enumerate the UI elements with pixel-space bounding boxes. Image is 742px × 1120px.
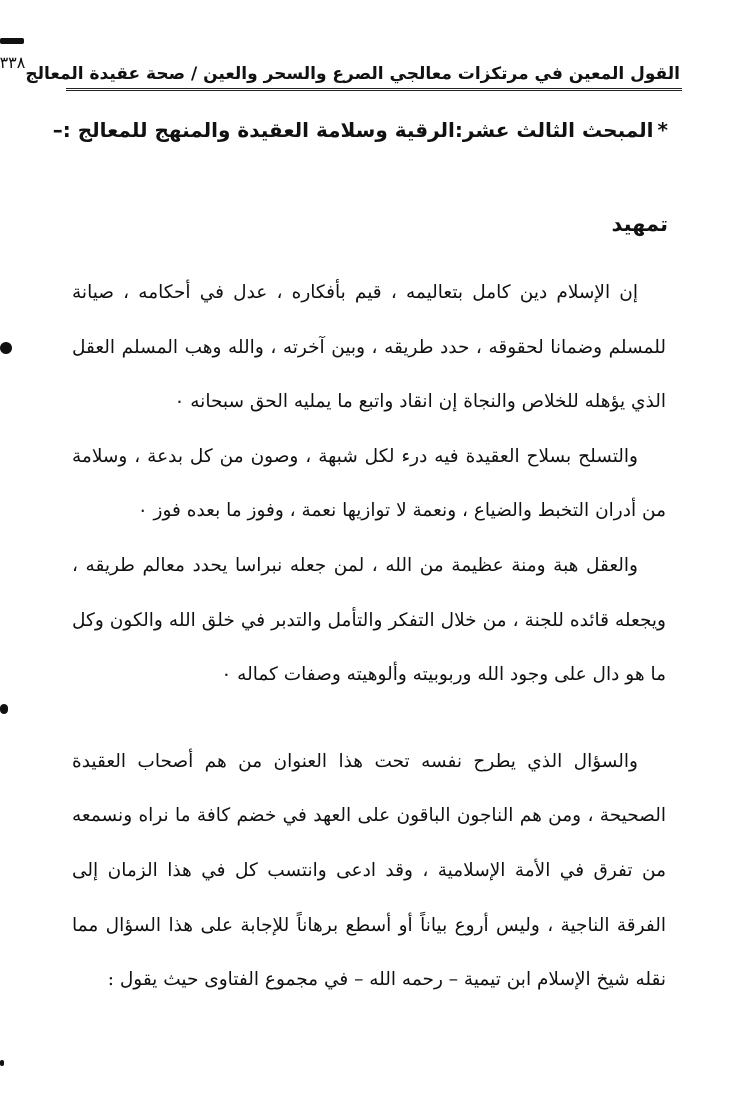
paragraph: إن الإسلام دين كامل بتعاليمه ، قيم بأفكاره ، عدل في أحكامه ، صيانة للمسلم وضمانا لحقوقه ، حدد طريقه ، وبين آخرته ، والله وهب المسلم العقل الذي يؤهله للخلاص والنجاة إن انقاد واتبع ما يمليه الحق سبحانه ٠ — [72, 282, 666, 413]
scan-edge-mark — [0, 38, 24, 44]
section-heading — [52, 118, 668, 142]
body-text — [72, 266, 666, 1008]
bullet-star: * — [657, 118, 668, 142]
paragraph: والسؤال الذي يطرح نفسه تحت هذا العنوان من هم أصحاب العقيدة الصحيحة ، ومن هم الناجون الباقون على العهد في خضم كافة ما نراه ونسمعه من تفرق في الأمة الإسلامية ، وقد ادعى وانتسب كل في هذا الزمان إلى الفرقة الناجية ، وليس أروع بياناً أو أسطع برهاناً للإجابة على هذا السؤال مما نقله شيخ الإسلام ابن تيمية – رحمه الله – في مجموع الفتاوى حيث يقول : — [72, 750, 666, 991]
running-header — [0, 44, 680, 86]
paragraph: والتسلح بسلاح العقيدة فيه درء لكل شبهة ، وصون من كل بدعة ، وسلامة من أدران التخبط والضياع ، ونعمة لا توازيها نعمة ، وفوز ما بعده فوز ٠ — [72, 445, 666, 522]
scan-edge-mark — [0, 1060, 4, 1066]
paragraph: والعقل هبة ومنة عظيمة من الله ، لمن جعله نبراسا يحدد معالم طريقه ، ويجعله قائده للجنة ، من خلال التفكر والتأمل والتدبر في خلق الله والكون وكل ما هو دال على وجود الله وربوبيته وألوهيته وصفات كماله ٠ — [72, 554, 666, 686]
section-heading-text: المبحث الثالث عشر:الرقية وسلامة العقيدة والمنهج للمعالج :– — [52, 118, 654, 142]
header-divider — [66, 88, 682, 91]
page-number: ٣٣٨ — [0, 53, 26, 72]
scan-edge-mark — [0, 342, 12, 354]
running-header-title: القول المعين في مرتكزات معالجي الصرع والسحر والعين / صحة عقيدة المعالج — [25, 64, 680, 84]
subheading: تمهيد — [611, 212, 668, 236]
scan-edge-mark — [0, 704, 8, 714]
